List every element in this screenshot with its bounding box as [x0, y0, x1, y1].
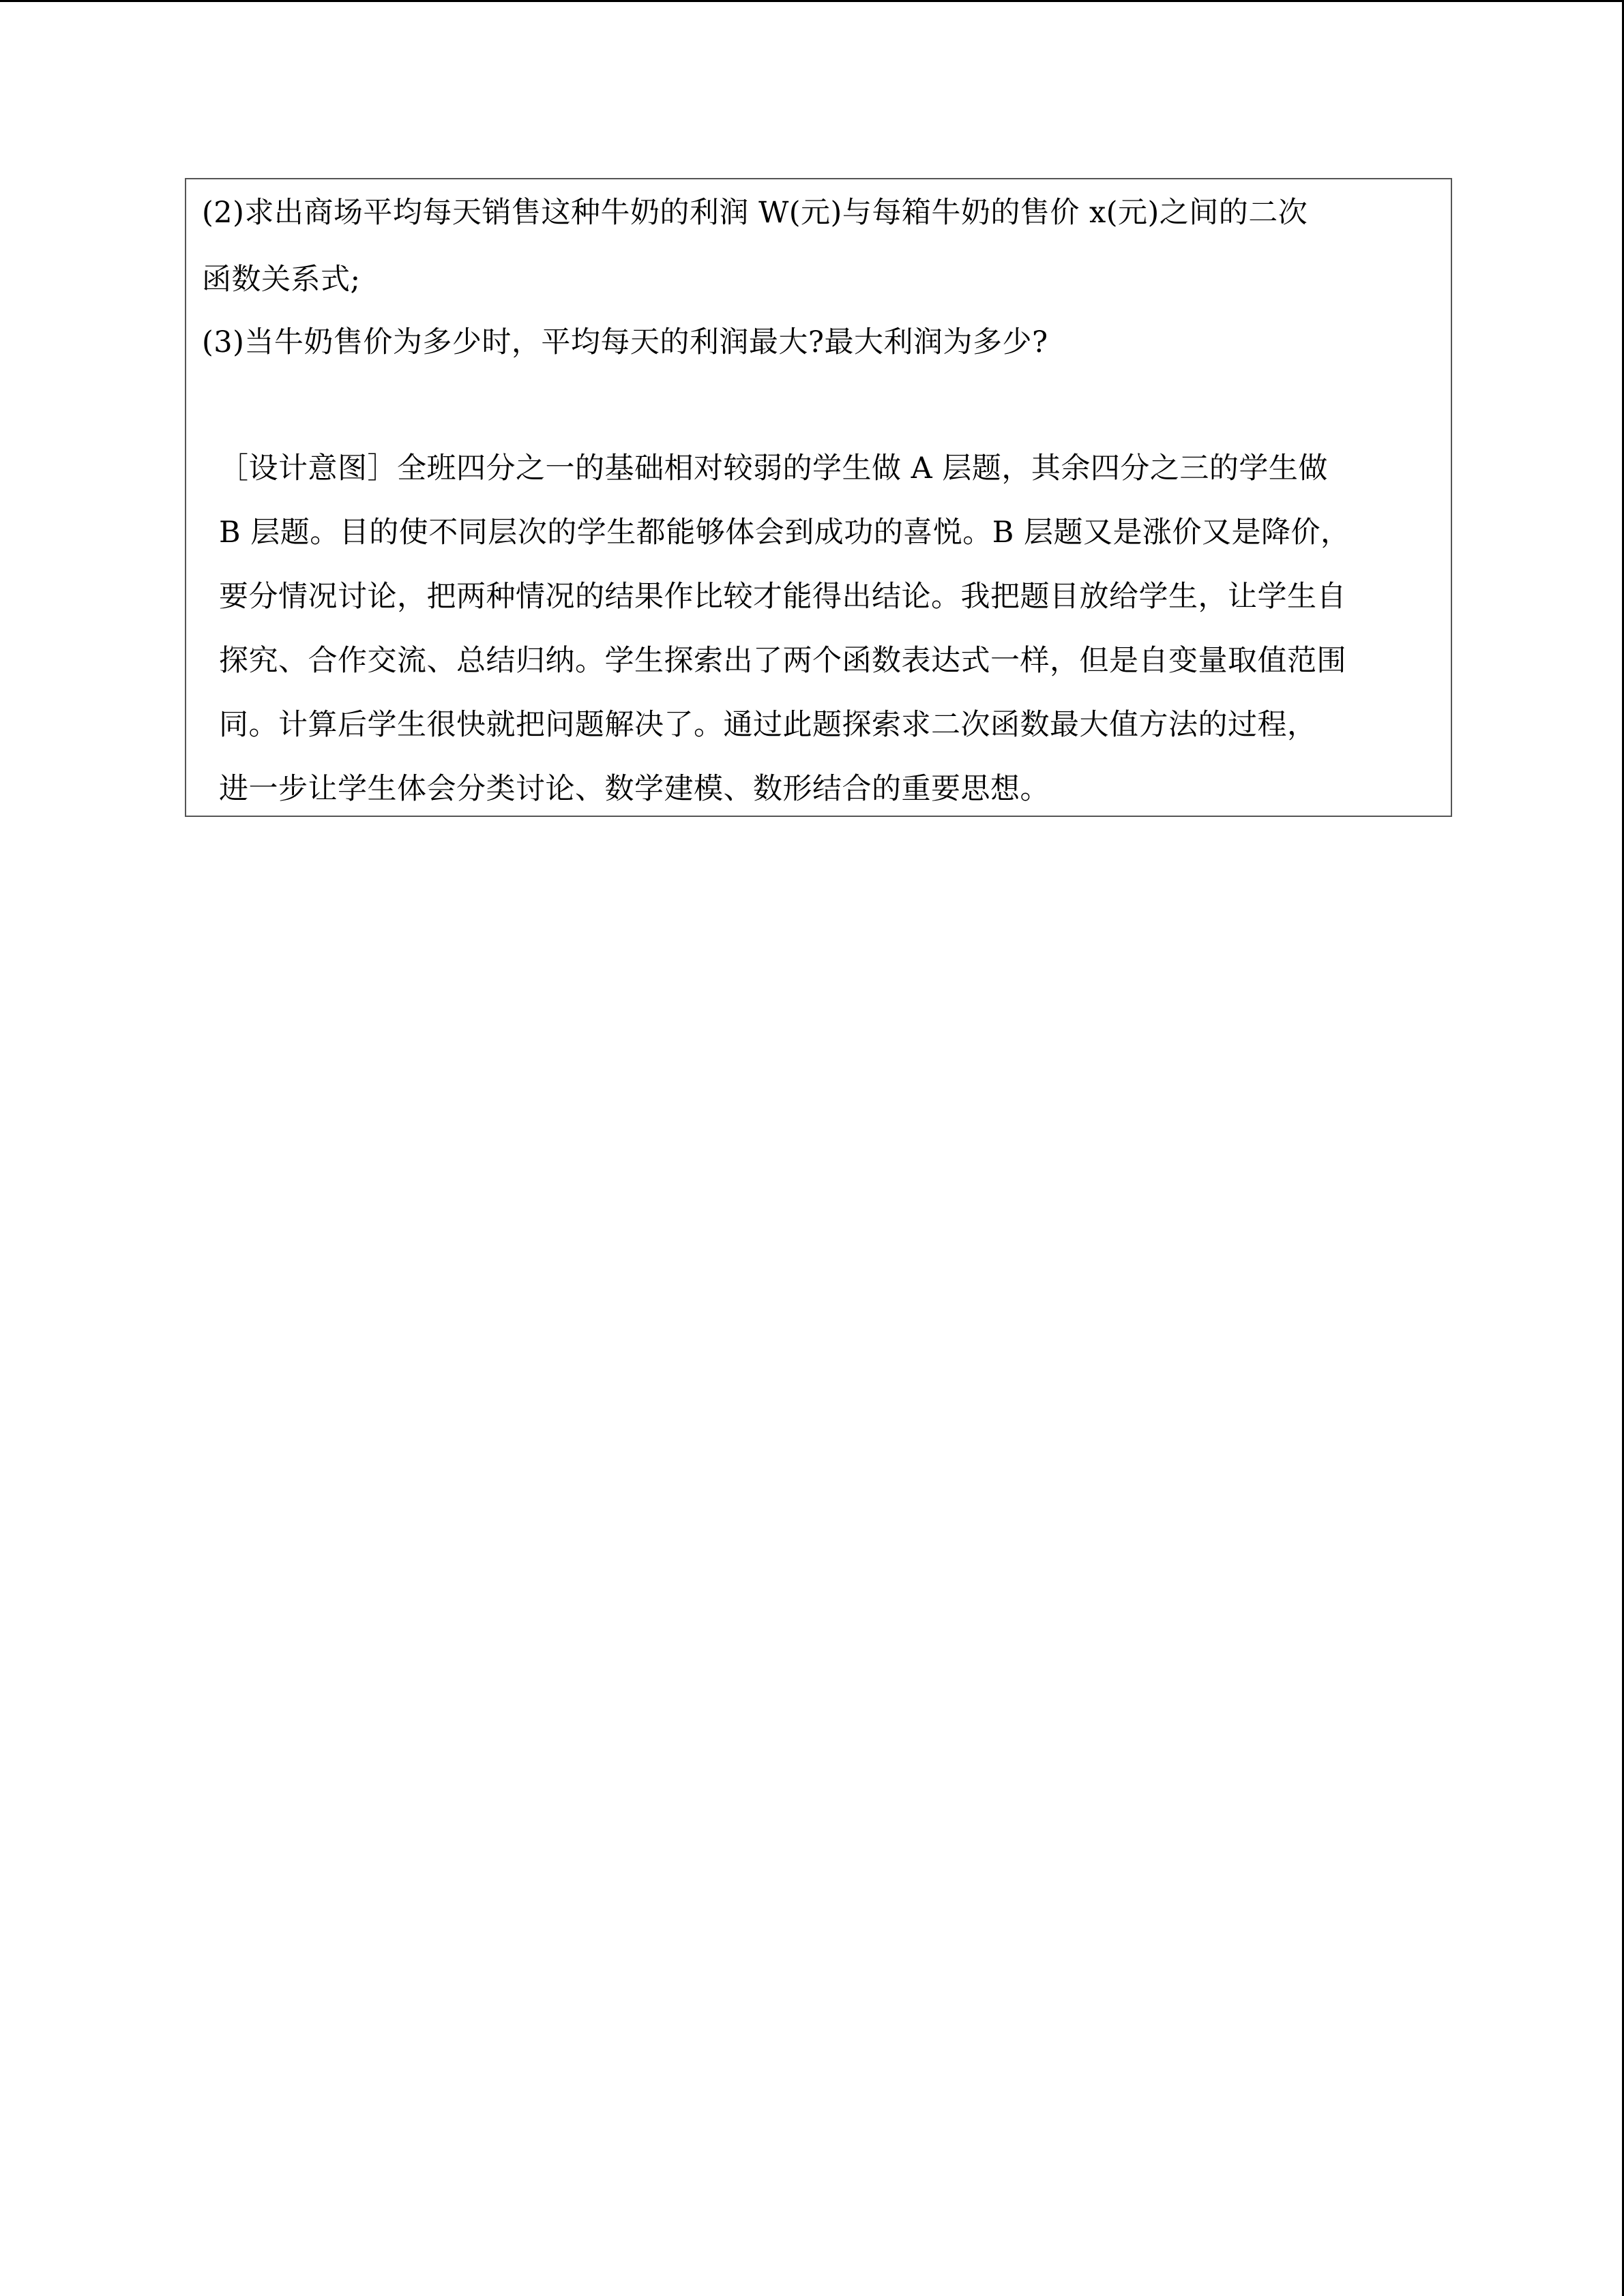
design-intent-line-5: 同。计算后学生很快就把问题解决了。通过此题探索求二次函数最大值方法的过程， [219, 708, 1317, 742]
design-intent-line-6: 进一步让学生体会分类讨论、数学建模、数形结合的重要思想。 [219, 772, 1050, 806]
question-2-line-2: 函数关系式; [202, 263, 361, 297]
question-3: (3)当牛奶售价为多少时，平均每天的利润最大?最大利润为多少? [202, 325, 1048, 359]
design-intent-line-2: B 层题。目的使不同层次的学生都能够体会到成功的喜悦。B 层题又是涨价又是降价， [219, 516, 1350, 550]
design-intent-line-1: ［设计意图］全班四分之一的基础相对较弱的学生做 A 层题，其余四分之三的学生做 [219, 451, 1328, 486]
lesson-content-box [185, 178, 1452, 817]
design-intent-line-4: 探究、合作交流、总结归纳。学生探索出了两个函数表达式一样，但是自变量取值范围 [219, 644, 1346, 678]
question-2-line-1: (2)求出商场平均每天销售这种牛奶的利润 W(元)与每箱牛奶的售价 x(元)之间的二次 [202, 196, 1308, 230]
page-top-border [0, 0, 1624, 2]
design-intent-line-3: 要分情况讨论，把两种情况的结果作比较才能得出结论。我把题目放给学生，让学生自 [219, 580, 1346, 614]
